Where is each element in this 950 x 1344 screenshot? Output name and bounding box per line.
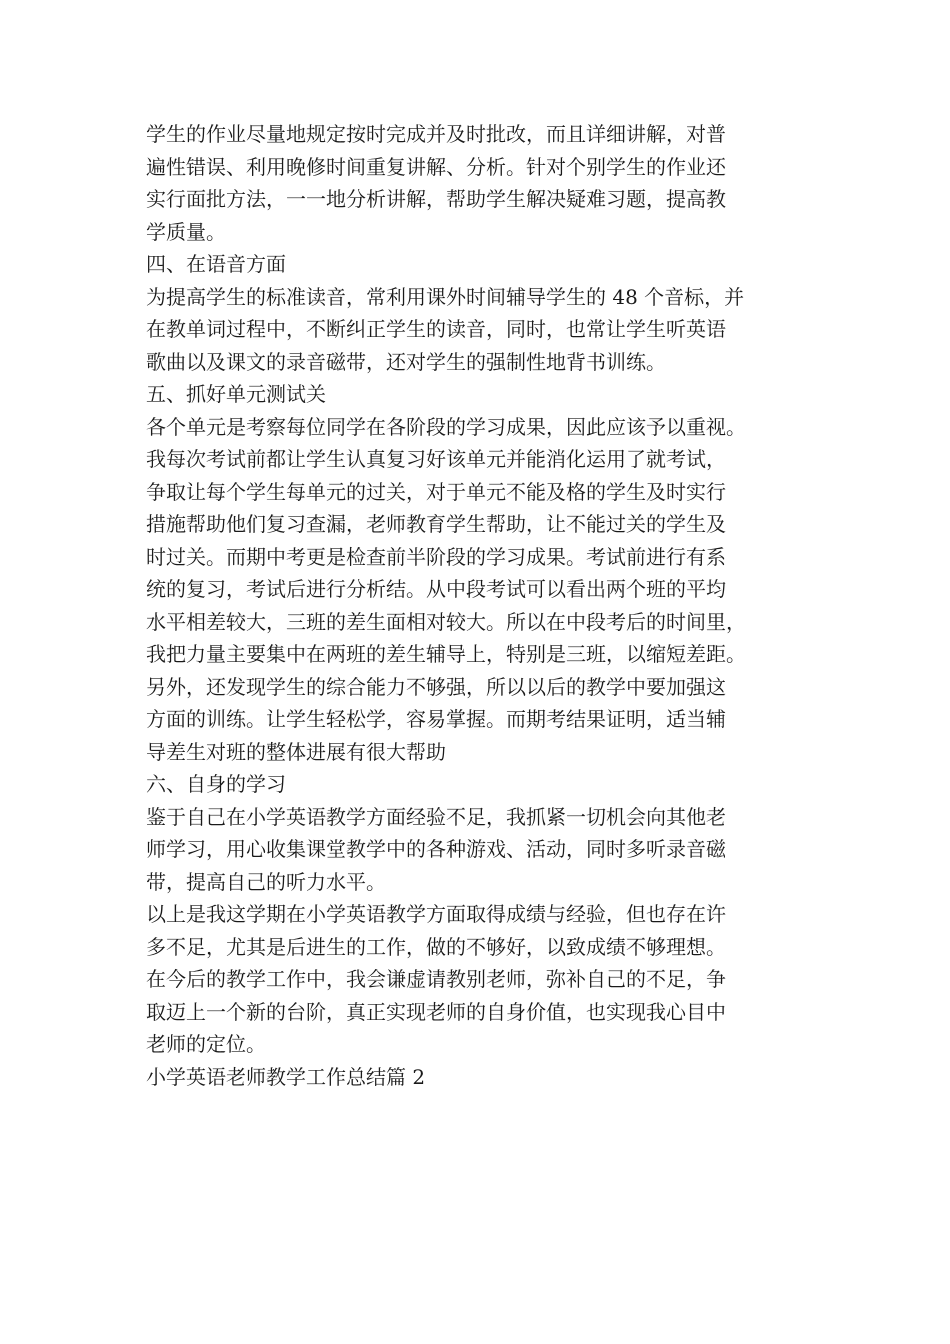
paragraph-line: 师学习，用心收集课堂教学中的各种游戏、活动，同时多听录音磁 <box>146 837 726 861</box>
paragraph-line: 老师的定位。 <box>146 1032 266 1056</box>
section-heading: 六、自身的学习 <box>146 772 286 796</box>
paragraph-line: 我把力量主要集中在两班的差生辅导上，特别是三班，以缩短差距。 <box>146 642 746 666</box>
paragraph-line: 时过关。而期中考更是检查前半阶段的学习成果。考试前进行有系 <box>146 544 726 569</box>
paragraph-line: 另外，还发现学生的综合能力不够强，所以以后的教学中要加强这 <box>146 674 726 699</box>
paragraph-line: 我每次考试前都让学生认真复习好该单元并能消化运用了就考试， <box>146 447 726 471</box>
paragraph-line: 措施帮助他们复习查漏，老师教育学生帮助，让不能过关的学生及 <box>146 512 726 536</box>
paragraph-line: 为提高学生的标准读音，常利用课外时间辅导学生的 48 个音标，并 <box>146 284 745 309</box>
paragraph-line: 各个单元是考察每位同学在各阶段的学习成果，因此应该予以重视。 <box>146 414 746 439</box>
paragraph-line: 歌曲以及课文的录音磁带，还对学生的强制性地背书训练。 <box>146 349 666 374</box>
paragraph-line: 鉴于自己在小学英语教学方面经验不足，我抓紧一切机会向其他老 <box>146 804 726 829</box>
paragraph-line: 在今后的教学工作中，我会谦虚请教别老师，弥补自己的不足，争 <box>146 967 726 991</box>
paragraph-line: 以上是我这学期在小学英语教学方面取得成绩与经验，但也存在许 <box>146 902 726 926</box>
section-heading: 五、抓好单元测试关 <box>146 382 326 406</box>
paragraph-line: 统的复习，考试后进行分析结。从中段考试可以看出两个班的平均 <box>146 577 726 601</box>
paragraph-line: 实行面批方法，一一地分析讲解，帮助学生解决疑难习题，提高教 <box>146 187 726 211</box>
paragraph-line: 取迈上一个新的台阶，真正实现老师的自身价值，也实现我心目中 <box>146 999 726 1024</box>
paragraph-line: 水平相差较大，三班的差生面相对较大。所以在中段考后的时间里， <box>146 609 746 634</box>
paragraph-line: 学质量。 <box>146 219 226 244</box>
section-heading: 四、在语音方面 <box>146 252 286 276</box>
paragraph-line: 学生的作业尽量地规定按时完成并及时批改，而且详细讲解，对普 <box>146 122 726 146</box>
article-title: 小学英语老师教学工作总结篇 2 <box>146 1064 426 1089</box>
paragraph-line: 多不足，尤其是后进生的工作，做的不够好，以致成绩不够理想。 <box>146 934 726 959</box>
paragraph-line: 在教单词过程中，不断纠正学生的读音，同时，也常让学生听英语 <box>146 317 726 341</box>
paragraph-line: 方面的训练。让学生轻松学，容易掌握。而期考结果证明，适当辅 <box>146 707 726 731</box>
paragraph-line: 带，提高自己的听力水平。 <box>146 869 386 894</box>
paragraph-line: 遍性错误、利用晚修时间重复讲解、分析。针对个别学生的作业还 <box>146 154 726 179</box>
document-body <box>146 118 826 1093</box>
paragraph-line: 导差生对班的整体进展有很大帮助 <box>146 739 446 764</box>
paragraph-line: 争取让每个学生每单元的过关，对于单元不能及格的学生及时实行 <box>146 479 726 504</box>
